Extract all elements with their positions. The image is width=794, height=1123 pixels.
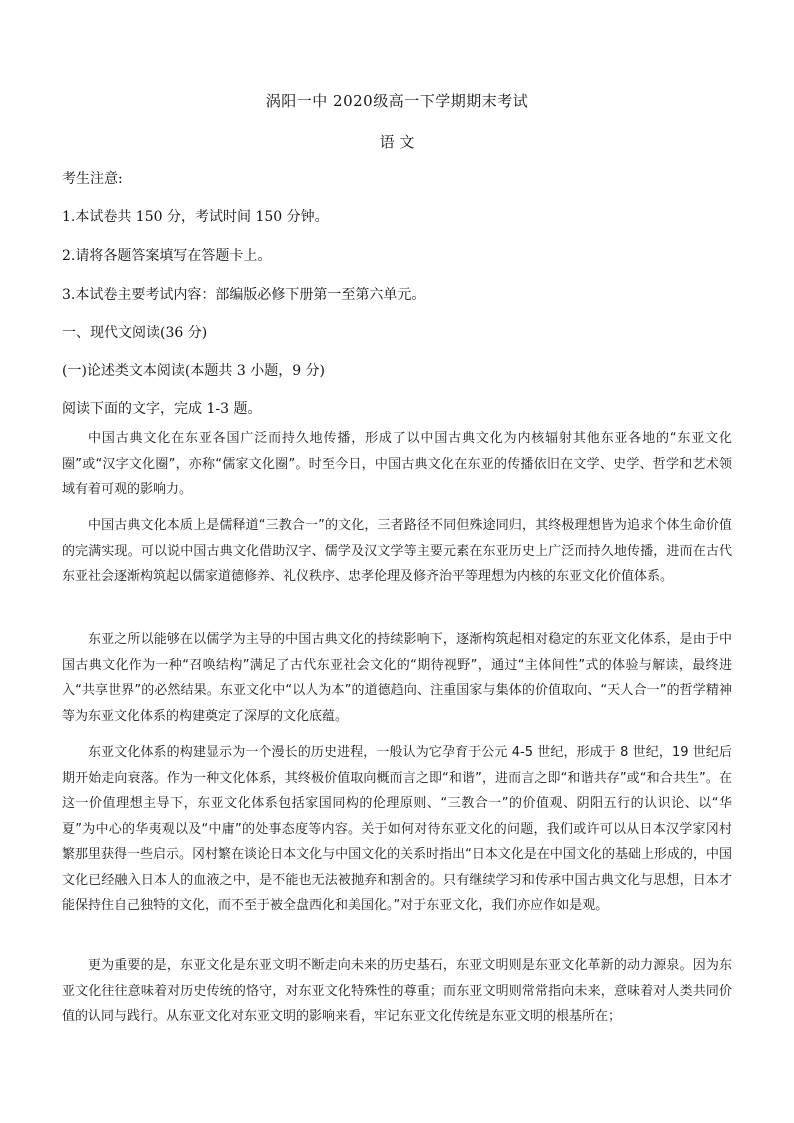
- passage-paragraph: 中国古典文化在东亚各国广泛而持久地传播，形成了以中国古典文化为内核辐射其他东亚各地的“东亚文化圈”或“汉字文化圈”，亦称“儒家文化圈”。时至今日，中国古典文化在东亚的传播依旧在文学、史学、哲学和艺术领域有着可观的影响力。: [62, 431, 732, 497]
- passage-paragraph: 更为重要的是，东亚文化是东亚文明不断走向未来的历史基石，东亚文明则是东亚文化革新的动力源泉。因为东亚文化往往意味着对历史传统的恪守，对东亚文化特殊性的尊重；而东亚文明则常常指向未来，意味着对人类共同价值的认同与践行。从东亚文化对东亚文明的影响来看，牢记东亚文化传统是东亚文明的根基所在；: [62, 958, 732, 1024]
- exam-title: 涡阳一中 2020级高一下学期期末考试: [265, 92, 529, 110]
- passage-paragraph: 东亚之所以能够在以儒学为主导的中国古典文化的持续影响下，逐渐构筑起相对稳定的东亚文化体系，是由于中国古典文化作为一种“召唤结构”满足了古代东亚社会文化的“期待视野”，通过“主体间性”式的体验与解读，最终进入“共享世界”的必然结果。东亚文化中“以人为本”的道德趋向、注重国家与集体的价值取向、“天人合一”的哲学精神等为东亚文化体系的构建奠定了深厚的文化底蕴。: [62, 632, 732, 724]
- notice-item: 1.本试卷共 150 分，考试时间 150 分钟。: [62, 209, 329, 225]
- passage-paragraph: 中国古典文化本质上是儒释道“三教合一”的文化，三者路径不同但殊途同归，其终极理想皆为追求个体生命价值的完满实现。可以说中国古典文化借助汉字、儒学及汉文学等主要元素在东亚历史上广泛而持久地传播，进而在古代东亚社会逐渐构筑起以儒家道德修养、礼仪秩序、忠孝伦理及修齐治平等理想为内核的东亚文化价值体系。: [62, 518, 732, 584]
- notice-item: 2.请将各题答案填写在答题卡上。: [62, 248, 272, 264]
- section-title: 一、现代文阅读(36 分): [62, 325, 208, 341]
- passage-paragraph: 东亚文化体系的构建显示为一个漫长的历史进程，一般认为它孕育于公元 4-5 世纪，形成于 8 世纪，19 世纪后期开始走向衰落。作为一种文化体系，其终极价值取向概而言之即“和谐”，进而言之即“和谐共存”或“和合共生”。在这一价值理想主导下，东亚文化体系包括家国同构的伦理原则、“三教合一”的价值观、阴阳五行的认识论、以“华夏”为中心的华夷观以及“中庸”的处事态度等内容。关于如何对待东亚文化的问题，我们或许可以从日本汉学家冈村繁那里获得一些启示。冈村繁在谈论日本文化与中国文化的关系时指出“日本文化是在中国文化的基础上形成的，中国文化已经融入日本人的血液之中，是不能也无法被抛弃和割舍的。只有继续学习和传承中国古典文化与思想，日本才能保持住自己独特的文化，而不至于被全盘西化和美国化。”对于东亚文化，我们亦应作如是观。: [62, 745, 732, 913]
- notice-heading: 考生注意:: [62, 171, 123, 187]
- notice-item: 3.本试卷主要考试内容：部编版必修下册第一至第六单元。: [62, 287, 426, 303]
- section-instruction: 阅读下面的文字，完成 1-3 题。: [62, 401, 262, 417]
- section-subtitle: (一)论述类文本阅读(本题共 3 小题，9 分): [62, 363, 326, 379]
- subject-title: 语 文: [379, 133, 415, 151]
